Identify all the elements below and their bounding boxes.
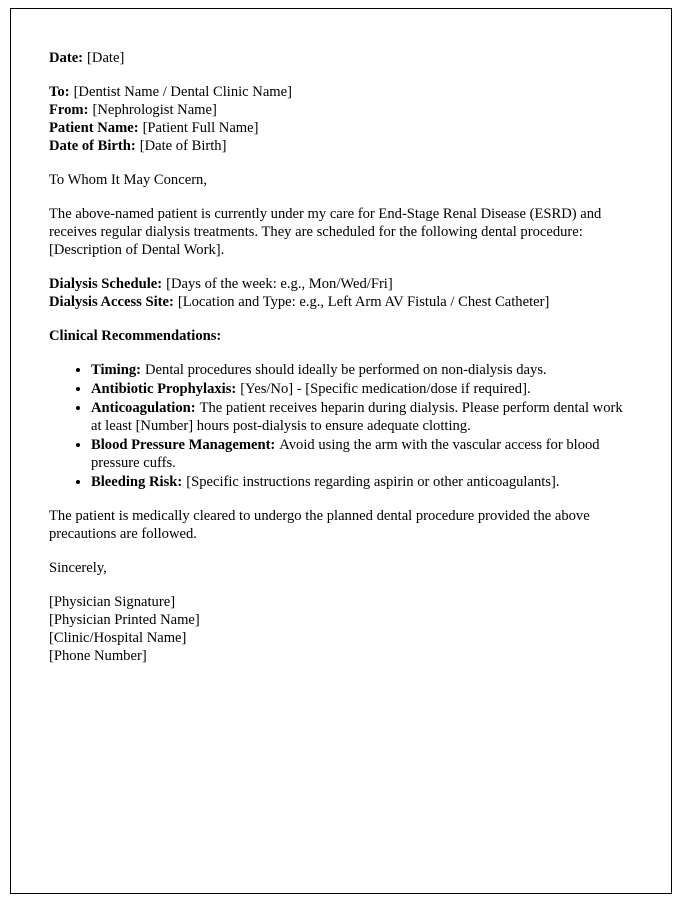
patient-name-line xyxy=(49,119,633,137)
antibiotic-text: [Yes/No] - [Specific medication/dose if required]. xyxy=(240,381,531,397)
from-line xyxy=(49,101,633,119)
from-label: From: xyxy=(49,102,89,118)
list-item xyxy=(91,473,633,491)
anticoagulation-text: The patient receives heparin during dialysis. Please perform dental work at least [Number] hours post-dialysis to ensure adequate clotting. xyxy=(91,400,623,434)
from-value: [Nephrologist Name] xyxy=(92,102,217,118)
to-value: [Dentist Name / Dental Clinic Name] xyxy=(73,84,292,100)
list-item xyxy=(91,380,633,398)
dob-value: [Date of Birth] xyxy=(139,138,227,154)
antibiotic-label: Antibiotic Prophylaxis: xyxy=(91,381,237,397)
recommendations-heading: Clinical Recommendations: xyxy=(49,328,222,344)
salutation: To Whom It May Concern, xyxy=(49,172,207,188)
signature-block xyxy=(49,593,633,665)
list-item xyxy=(91,436,633,472)
dialysis-block xyxy=(49,275,633,311)
dob-label: Date of Birth: xyxy=(49,138,136,154)
clearance-paragraph: The patient is medically cleared to undergo the planned dental procedure provided the above precautions are followed. xyxy=(49,508,590,542)
timing-text: Dental procedures should ideally be performed on non-dialysis days. xyxy=(145,362,547,378)
phone-number-line: [Phone Number] xyxy=(49,648,147,664)
physician-signature-line: [Physician Signature] xyxy=(49,594,176,610)
blood-pressure-text: Avoid using the arm with the vascular access for blood pressure cuffs. xyxy=(91,437,600,471)
recommendations-list xyxy=(49,361,633,491)
clinic-hospital-name-line: [Clinic/Hospital Name] xyxy=(49,630,187,646)
to-label: To: xyxy=(49,84,70,100)
dialysis-schedule-line xyxy=(49,275,633,293)
date-line xyxy=(49,49,633,67)
dialysis-schedule-value: [Days of the week: e.g., Mon/Wed/Fri] xyxy=(166,276,393,292)
patient-name-value: [Patient Full Name] xyxy=(142,120,259,136)
date-label: Date: xyxy=(49,50,84,66)
bleeding-risk-text: [Specific instructions regarding aspirin or other anticoagulants]. xyxy=(186,474,560,490)
list-item xyxy=(91,399,633,435)
patient-name-label: Patient Name: xyxy=(49,120,139,136)
dialysis-access-label: Dialysis Access Site: xyxy=(49,294,174,310)
dob-line xyxy=(49,137,633,155)
closing: Sincerely, xyxy=(49,560,107,576)
dialysis-schedule-label: Dialysis Schedule: xyxy=(49,276,163,292)
physician-printed-name-line: [Physician Printed Name] xyxy=(49,612,200,628)
timing-label: Timing: xyxy=(91,362,142,378)
date-value: [Date] xyxy=(87,50,125,66)
to-line xyxy=(49,83,633,101)
dialysis-access-value: [Location and Type: e.g., Left Arm AV Fistula / Chest Catheter] xyxy=(177,294,550,310)
dialysis-access-line xyxy=(49,293,633,311)
list-item xyxy=(91,361,633,379)
blood-pressure-label: Blood Pressure Management: xyxy=(91,437,276,453)
anticoagulation-label: Anticoagulation: xyxy=(91,400,196,416)
intro-paragraph: The above-named patient is currently under my care for End-Stage Renal Disease (ESRD) and receives regular dialysis treatments. They are scheduled for the following dental procedure: [Description of Dental Work]. xyxy=(49,206,602,258)
bleeding-risk-label: Bleeding Risk: xyxy=(91,474,183,490)
letter-page xyxy=(10,8,672,894)
recipient-block xyxy=(49,83,633,155)
